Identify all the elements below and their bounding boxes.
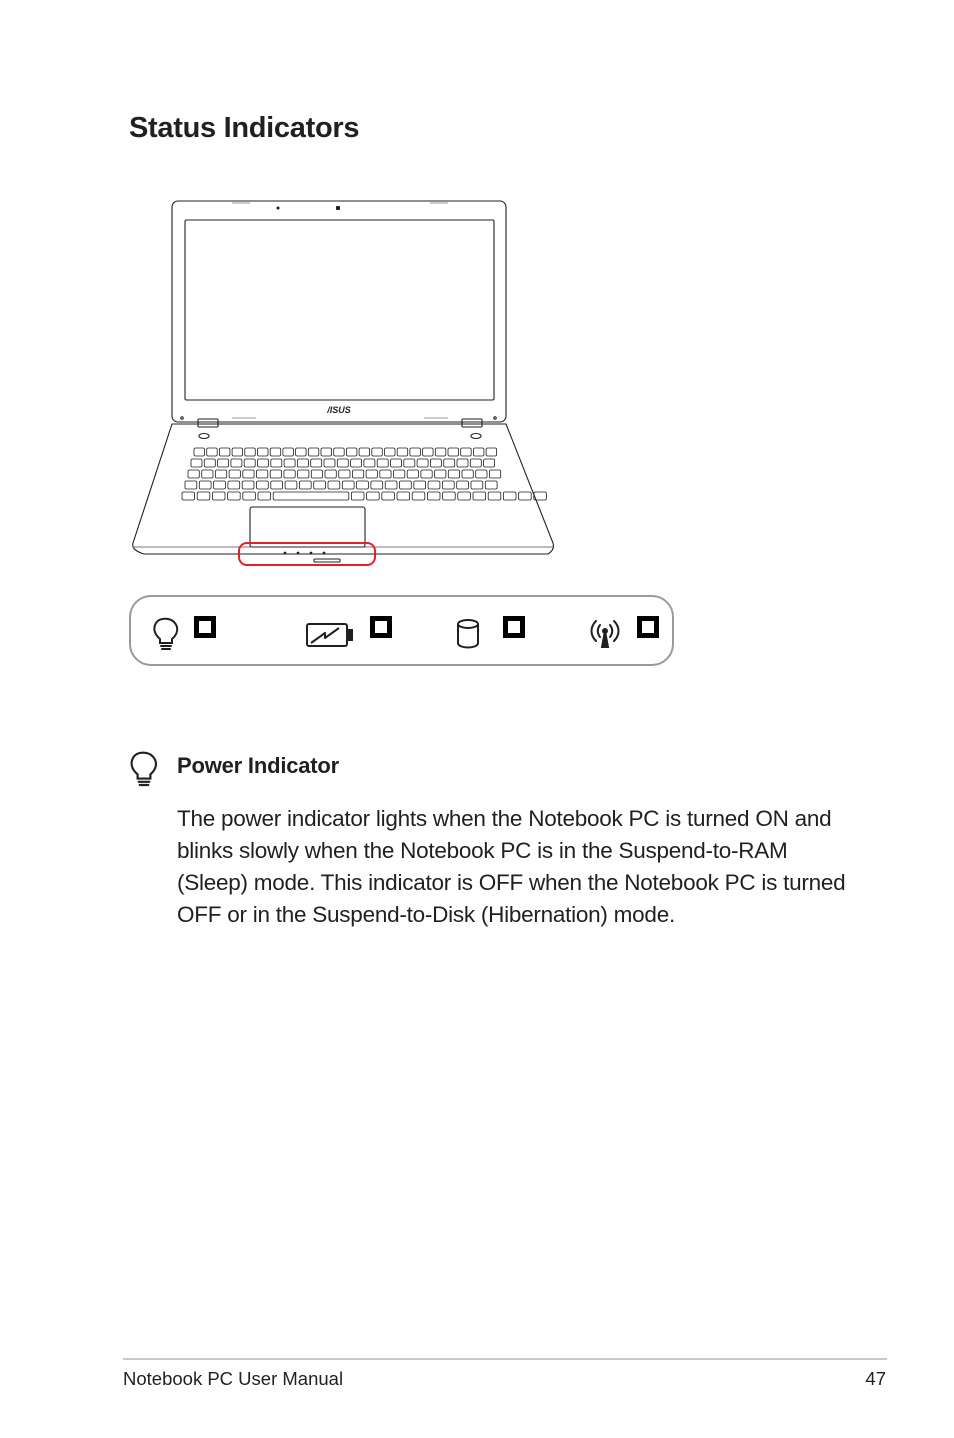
keyboard-key <box>476 470 487 478</box>
keyboard-key <box>243 492 256 500</box>
keyboard-key <box>244 459 255 467</box>
keyboard-key <box>404 459 415 467</box>
keyboard-key <box>414 481 426 489</box>
keyboard-key <box>364 459 375 467</box>
keyboard-key <box>285 481 297 489</box>
keyboard-key <box>283 448 294 456</box>
keyboard-key <box>503 492 516 500</box>
keyboard-key <box>207 448 218 456</box>
keyboard-key <box>448 470 459 478</box>
keyboard-key <box>298 470 309 478</box>
keyboard-key <box>271 481 283 489</box>
keyboard-key <box>400 481 412 489</box>
power-bulb-icon <box>151 615 181 653</box>
section-body: The power indicator lights when the Notebook PC is turned ON and blinks slowly when the Notebook PC is in the Suspend-to-RAM (Sleep) mode. This indicator is OFF when the Notebook PC is turned OFF or in the Suspend-to-Disk (Hibernation) mode. <box>177 806 846 927</box>
keyboard-key <box>458 492 471 500</box>
footer-manual-title: Notebook PC User Manual <box>123 1368 344 1389</box>
keyboard-key <box>328 481 340 489</box>
keyboard-key <box>410 448 421 456</box>
keyboard <box>182 448 546 500</box>
keyboard-key <box>199 481 211 489</box>
keyboard-key <box>427 492 440 500</box>
keyboard-key <box>435 448 446 456</box>
keyboard-key <box>470 459 481 467</box>
keyboard-key <box>351 492 364 500</box>
keyboard-key <box>257 481 269 489</box>
keyboard-key <box>367 492 380 500</box>
keyboard-key <box>271 459 282 467</box>
keyboard-key <box>391 459 402 467</box>
keyboard-key <box>297 459 308 467</box>
keyboard-key <box>321 448 332 456</box>
keyboard-key <box>346 448 357 456</box>
footer-divider <box>123 1358 887 1360</box>
keyboard-key <box>314 481 326 489</box>
keyboard-key <box>296 448 307 456</box>
keyboard-key <box>270 448 281 456</box>
keyboard-key <box>417 459 428 467</box>
keyboard-key <box>457 481 469 489</box>
keyboard-key <box>215 470 226 478</box>
keyboard-key <box>311 459 322 467</box>
keyboard-key <box>308 448 319 456</box>
power-led <box>194 616 216 638</box>
keyboard-key <box>258 459 269 467</box>
keyboard-key <box>351 459 362 467</box>
keyboard-key <box>204 459 215 467</box>
keyboard-key <box>397 492 410 500</box>
keyboard-key <box>337 459 348 467</box>
keyboard-key <box>243 470 254 478</box>
keyboard-key <box>457 459 468 467</box>
laptop-illustration <box>128 198 558 570</box>
keyboard-key <box>473 492 486 500</box>
keyboard-key <box>385 481 397 489</box>
keyboard-key <box>197 492 210 500</box>
keyboard-key <box>385 448 396 456</box>
keyboard-key <box>339 470 350 478</box>
keyboard-key <box>484 459 495 467</box>
keyboard-key <box>212 492 225 500</box>
battery-charge-icon <box>305 621 355 649</box>
keyboard-key <box>359 448 370 456</box>
keyboard-key <box>488 492 501 500</box>
keyboard-key <box>273 492 349 500</box>
keyboard-key <box>357 481 369 489</box>
keyboard-key <box>461 448 472 456</box>
keyboard-key <box>443 492 456 500</box>
keyboard-key <box>430 459 441 467</box>
keyboard-key <box>412 492 425 500</box>
keyboard-key <box>219 448 230 456</box>
keyboard-key <box>214 481 226 489</box>
keyboard-key <box>218 459 229 467</box>
keyboard-key <box>284 459 295 467</box>
keyboard-key <box>270 470 281 478</box>
keyboard-key <box>377 459 388 467</box>
keyboard-key <box>489 470 500 478</box>
keyboard-key <box>194 448 205 456</box>
keyboard-key <box>442 481 454 489</box>
keyboard-key <box>407 470 418 478</box>
keyboard-key <box>423 448 434 456</box>
keyboard-key <box>325 470 336 478</box>
battery-led <box>370 616 392 638</box>
keyboard-key <box>191 459 202 467</box>
drive-led <box>503 616 525 638</box>
keyboard-key <box>444 459 455 467</box>
keyboard-key <box>228 492 241 500</box>
keyboard-key <box>372 448 383 456</box>
keyboard-key <box>188 470 199 478</box>
keyboard-key <box>334 448 345 456</box>
power-bulb-icon <box>128 748 160 790</box>
keyboard-key <box>229 470 240 478</box>
keyboard-key <box>486 448 497 456</box>
keyboard-key <box>352 470 363 478</box>
keyboard-key <box>185 481 197 489</box>
keyboard-key <box>473 448 484 456</box>
wireless-led <box>637 616 659 638</box>
keyboard-key <box>428 481 440 489</box>
footer-page-number: 47 <box>865 1368 886 1389</box>
keyboard-key <box>284 470 295 478</box>
keyboard-key <box>394 470 405 478</box>
status-indicator-panel <box>129 595 674 666</box>
page-title: Status Indicators <box>129 112 360 144</box>
keyboard-key <box>232 448 243 456</box>
brand-logo: /ISUS <box>327 405 351 415</box>
keyboard-key <box>231 459 242 467</box>
keyboard-key <box>366 470 377 478</box>
keyboard-key <box>311 470 322 478</box>
keyboard-key <box>245 448 256 456</box>
keyboard-key <box>228 481 240 489</box>
keyboard-key <box>462 470 473 478</box>
keyboard-key <box>382 492 395 500</box>
section-heading: Power Indicator <box>177 753 340 778</box>
keyboard-key <box>448 448 459 456</box>
keyboard-key <box>258 492 271 500</box>
keyboard-key <box>471 481 483 489</box>
keyboard-key <box>485 481 497 489</box>
keyboard-key <box>182 492 195 500</box>
keyboard-key <box>519 492 532 500</box>
wireless-icon <box>587 617 623 649</box>
keyboard-key <box>299 481 311 489</box>
keyboard-key <box>371 481 383 489</box>
keyboard-key <box>435 470 446 478</box>
keyboard-key <box>242 481 254 489</box>
keyboard-key <box>380 470 391 478</box>
keyboard-key <box>342 481 354 489</box>
keyboard-key <box>397 448 408 456</box>
keyboard-key <box>421 470 432 478</box>
keyboard-key <box>324 459 335 467</box>
keyboard-key <box>258 448 269 456</box>
keyboard-key <box>257 470 268 478</box>
drive-activity-icon <box>454 617 482 651</box>
keyboard-key <box>202 470 213 478</box>
